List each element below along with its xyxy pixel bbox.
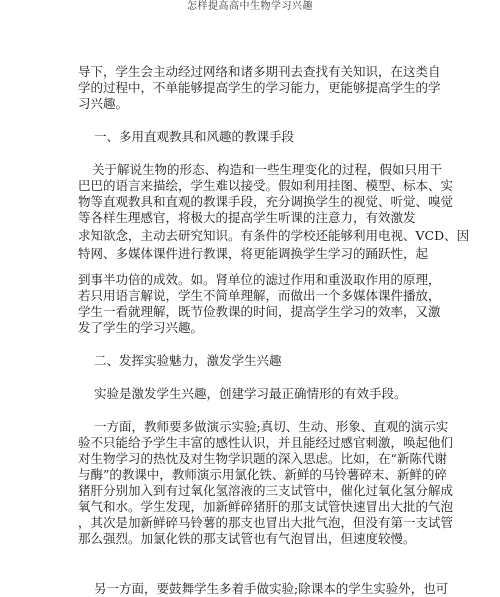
page-header-title: 怎样提高高中生物学习兴趣 (187, 1, 313, 12)
text-line: 与酶”的教课中，教师演示用氯化铁、新鲜的马铃薯碎末、新鲜的碎 (78, 467, 447, 482)
text-line: 那么强烈。加氯化铁的那支试管也有气泡冒出，但速度较慢。 (78, 531, 416, 546)
section-heading: 一、多用直观教具和风趣的教课手段 (94, 129, 295, 144)
section-heading: 二、发挥实验魅力，激发学生兴趣 (94, 353, 282, 368)
text-line: 对生物学习的热忱及对生物学识题的深入思虑。比如，在“新陈代谢 (78, 451, 447, 466)
text-line: 等各样生理感官，将极大的提高学生听课的注意力，有效激发 (78, 210, 416, 225)
text-line: 验不只能给予学生丰富的感性认识，并且能经过感官刺激，唤起他们 (78, 435, 454, 450)
text-line: 物等直观教具和直观的教课手段，充分调换学生的视觉、听觉、嗅觉 (78, 194, 454, 209)
text-line: 导下，学生会主动经过网络和诸多期刊去查找有关知识，在这类自 (78, 64, 441, 79)
text-line: 学的过程中，不单能够提高学生的学习能力，更能够提高学生的学 (78, 80, 441, 95)
text-line: 实验是激发学生兴趣，创建学习最正确情形的有效手段。 (94, 386, 407, 401)
text-line: 另一方面，要鼓舞学生多着手做实验;除课本的学生实验外，也可 (94, 581, 449, 596)
text-line: 猪肝分别加入到有过氧化氢溶液的三支试管中，催化过氧化氢分解成 (78, 483, 454, 498)
text-line: 若只用语言解说，学生不简单理解，而做出一个多媒体课件播放， (78, 288, 441, 303)
text-line: 到事半功倍的成效。如。肾单位的滤过作用和重汲取作用的原理， (78, 272, 441, 287)
text-line: 氧气和水。学生发现，加新鲜碎猪肝的那支试管快速冒出大批的气泡 (78, 499, 454, 514)
text-line: 特网、多媒体课件进行教课，将更能调换学生学习的踊跃性，起 (78, 246, 429, 261)
paragraph (78, 64, 441, 112)
text-line: 巴巴的语言来描绘，学生难以接受。假如利用挂图、模型、标本、实 (78, 178, 454, 193)
paragraph (78, 162, 470, 336)
text-line: 学生一看就理解，既节俭教课的时间，提高学生学习的效率，又激 (78, 304, 441, 319)
text-line: 一方面，教师要多做演示实验;真切、生动、形象、直观的演示实 (94, 419, 449, 434)
text-line: 习兴趣。 (78, 96, 129, 111)
document-body (78, 64, 470, 597)
text-line: ，其次是加新鲜碎马铃薯的那支也冒出大批气泡，但没有第一支试管 (78, 515, 454, 530)
text-line: 求知欲念，主动去研究知识。有条件的学校还能够利用电视、VCD、因 (78, 228, 470, 243)
paragraph (78, 419, 454, 547)
text-line: 发了学生的学习兴趣。 (78, 320, 204, 335)
text-line: 关于解说生物的形态、构造和一些生理变化的过程，假如只用干 (92, 162, 443, 177)
